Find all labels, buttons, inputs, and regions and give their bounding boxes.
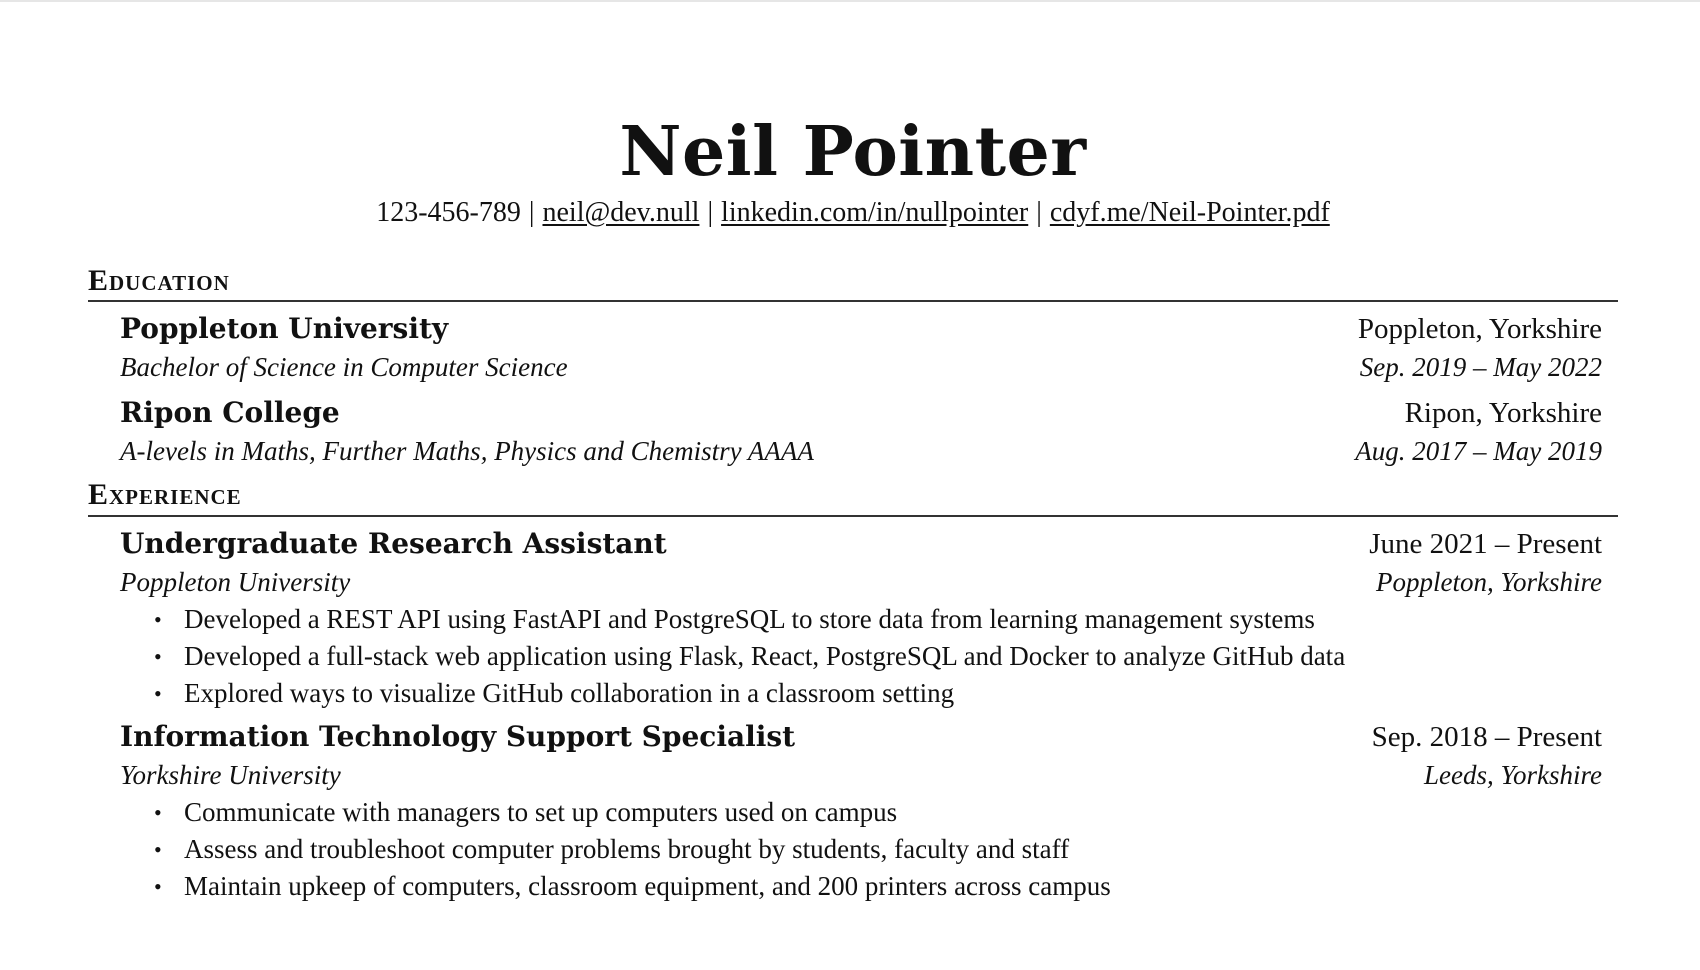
contact-separator: |: [1036, 197, 1042, 228]
degree: A-levels in Maths, Further Maths, Physics and Chemistry AAAA: [120, 436, 814, 467]
education-entry: [88, 310, 1618, 386]
experience-heading: Experience: [88, 478, 1618, 517]
experience-entry: [88, 525, 1618, 712]
education-heading: Education: [88, 264, 1618, 303]
education-dates: Sep. 2019 – May 2022: [1359, 352, 1602, 383]
top-border: [0, 0, 1700, 2]
job-dates: June 2021 – Present: [1369, 527, 1602, 560]
job-location: Leeds, Yorkshire: [1423, 759, 1602, 790]
contact-separator: |: [707, 197, 714, 228]
contact-line: [88, 196, 1618, 230]
bullet-item: • Communicate with managers to set up computers used on campus: [154, 794, 1602, 831]
bullet-item: • Maintain upkeep of computers, classroom equipment, and 200 printers across campus: [154, 868, 1602, 905]
institution-name: Poppleton University: [120, 312, 449, 346]
bullet-item: • Developed a full-stack web application using Flask, React, PostgreSQL and Docker to analyze GitHub data: [154, 638, 1602, 675]
bullet-item: • Explored ways to visualize GitHub collaboration in a classroom setting: [154, 675, 1602, 712]
bullet-icon: •: [154, 836, 162, 862]
email-link[interactable]: neil@dev.null: [542, 197, 700, 228]
bullet-item: • Assess and troubleshoot computer problems brought by students, faculty and staff: [154, 831, 1602, 868]
phone-number: 123-456-789: [376, 197, 521, 228]
job-dates: Sep. 2018 – Present: [1371, 720, 1602, 753]
institution-name: Ripon College: [120, 396, 340, 430]
institution-location: Ripon, Yorkshire: [1404, 397, 1602, 430]
organization: Yorkshire University: [120, 759, 341, 790]
job-location: Poppleton, Yorkshire: [1375, 566, 1602, 597]
organization: Poppleton University: [120, 566, 351, 597]
website-link[interactable]: cdyf.me/Neil-Pointer.pdf: [1049, 197, 1330, 228]
institution-location: Poppleton, Yorkshire: [1357, 313, 1602, 346]
resume-name: Neil Pointer: [619, 112, 1087, 192]
job-title: Undergraduate Research Assistant: [120, 526, 667, 560]
bullet-icon: •: [154, 606, 162, 632]
bullet-icon: •: [154, 873, 162, 899]
bullet-icon: •: [154, 680, 162, 706]
bullet-list: [120, 794, 1602, 905]
bullet-icon: •: [154, 643, 162, 669]
job-title: Information Technology Support Specialist: [120, 719, 796, 753]
resume-page: [88, 112, 1618, 905]
experience-entry: [88, 718, 1618, 905]
bullet-list: [120, 601, 1602, 712]
degree: Bachelor of Science in Computer Science: [120, 352, 568, 383]
bullet-icon: •: [154, 799, 162, 825]
education-dates: Aug. 2017 – May 2019: [1355, 436, 1602, 467]
bullet-item: • Developed a REST API using FastAPI and PostgreSQL to store data from learning management systems: [154, 601, 1602, 638]
contact-separator: |: [528, 197, 535, 228]
linkedin-link[interactable]: linkedin.com/in/nullpointer: [721, 197, 1029, 228]
education-entry: [88, 394, 1618, 470]
